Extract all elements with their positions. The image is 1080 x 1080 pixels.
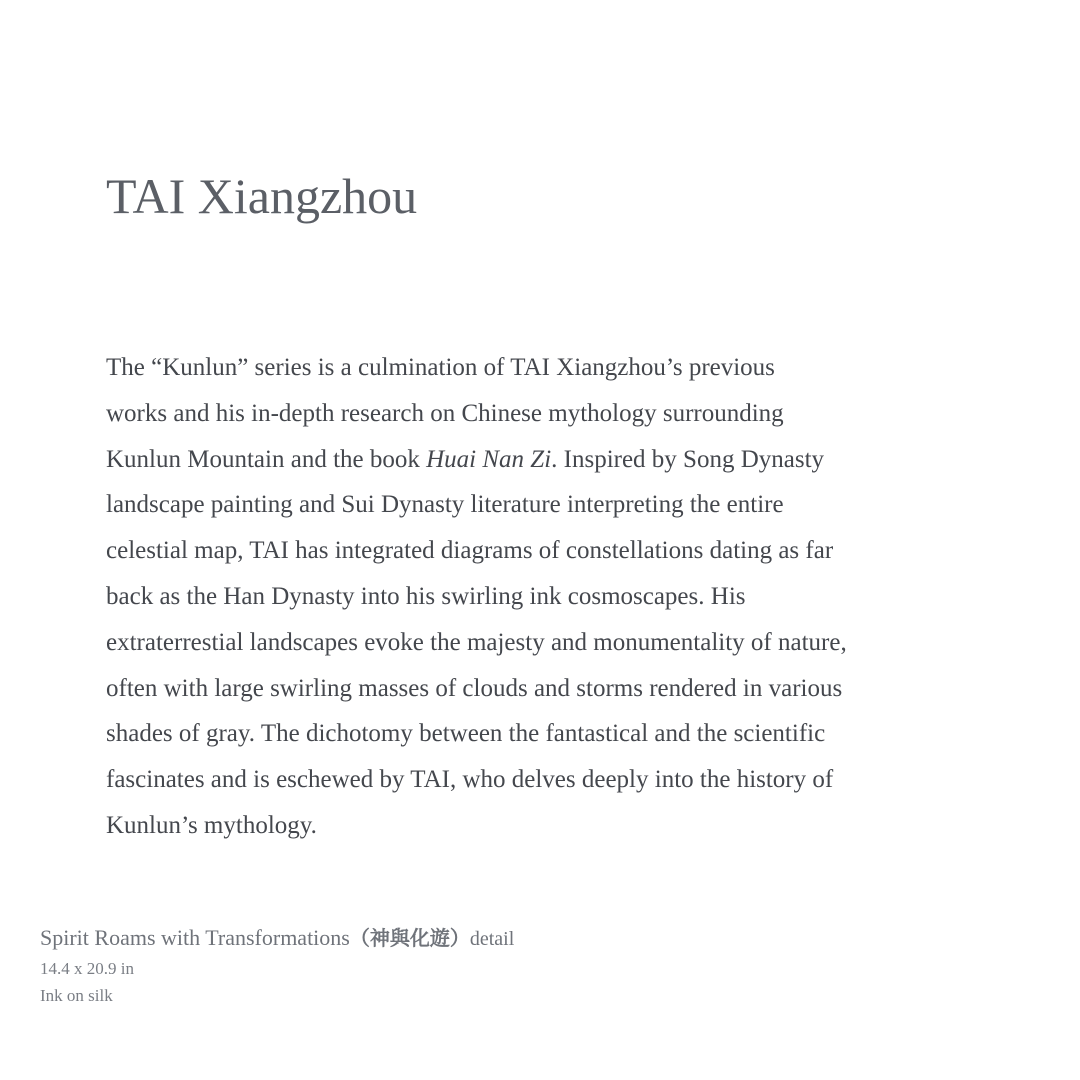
essay-line: celestial map, TAI has integrated diagrams of constellations dating as far <box>106 537 834 565</box>
essay-line-text: Kunlun Mountain and the book <box>106 445 427 473</box>
essay-line <box>106 437 986 483</box>
artwork-title-chinese: （神與化遊） <box>349 926 470 950</box>
essay-line: Kunlun’s mythology. <box>106 811 317 839</box>
artwork-dimensions: 14.4 x 20.9 in <box>40 959 134 978</box>
artwork-medium: Ink on silk <box>40 986 113 1005</box>
essay-paragraph <box>106 345 986 849</box>
essay-line-text: . Inspired by Song Dynasty <box>551 445 825 473</box>
artist-name: TAI Xiangzhou <box>106 168 418 224</box>
essay-line: landscape painting and Sui Dynasty literature interpreting the entire <box>106 491 784 519</box>
book-title: Huai Nan Zi <box>426 445 552 473</box>
essay-line: back as the Han Dynasty into his swirling ink cosmoscapes. His <box>106 582 746 610</box>
artwork-title <box>40 922 514 955</box>
artwork-caption <box>40 922 514 1009</box>
essay-line: extraterrestial landscapes evoke the majesty and monumentality of nature, <box>106 628 847 656</box>
artwork-title-english: Spirit Roams with Transformations <box>40 925 350 950</box>
essay-line: fascinates and is eschewed by TAI, who delves deeply into the history of <box>106 766 834 794</box>
artwork-title-suffix: detail <box>469 928 515 950</box>
essay-line: shades of gray. The dichotomy between the fantastical and the scientific <box>106 720 826 748</box>
essay-line: often with large swirling masses of clouds and storms rendered in various <box>106 674 843 702</box>
essay-line: The “Kunlun” series is a culmination of TAI Xiangzhou’s previous <box>106 354 775 381</box>
essay-line: works and his in-depth research on Chinese mythology surrounding <box>106 399 784 427</box>
